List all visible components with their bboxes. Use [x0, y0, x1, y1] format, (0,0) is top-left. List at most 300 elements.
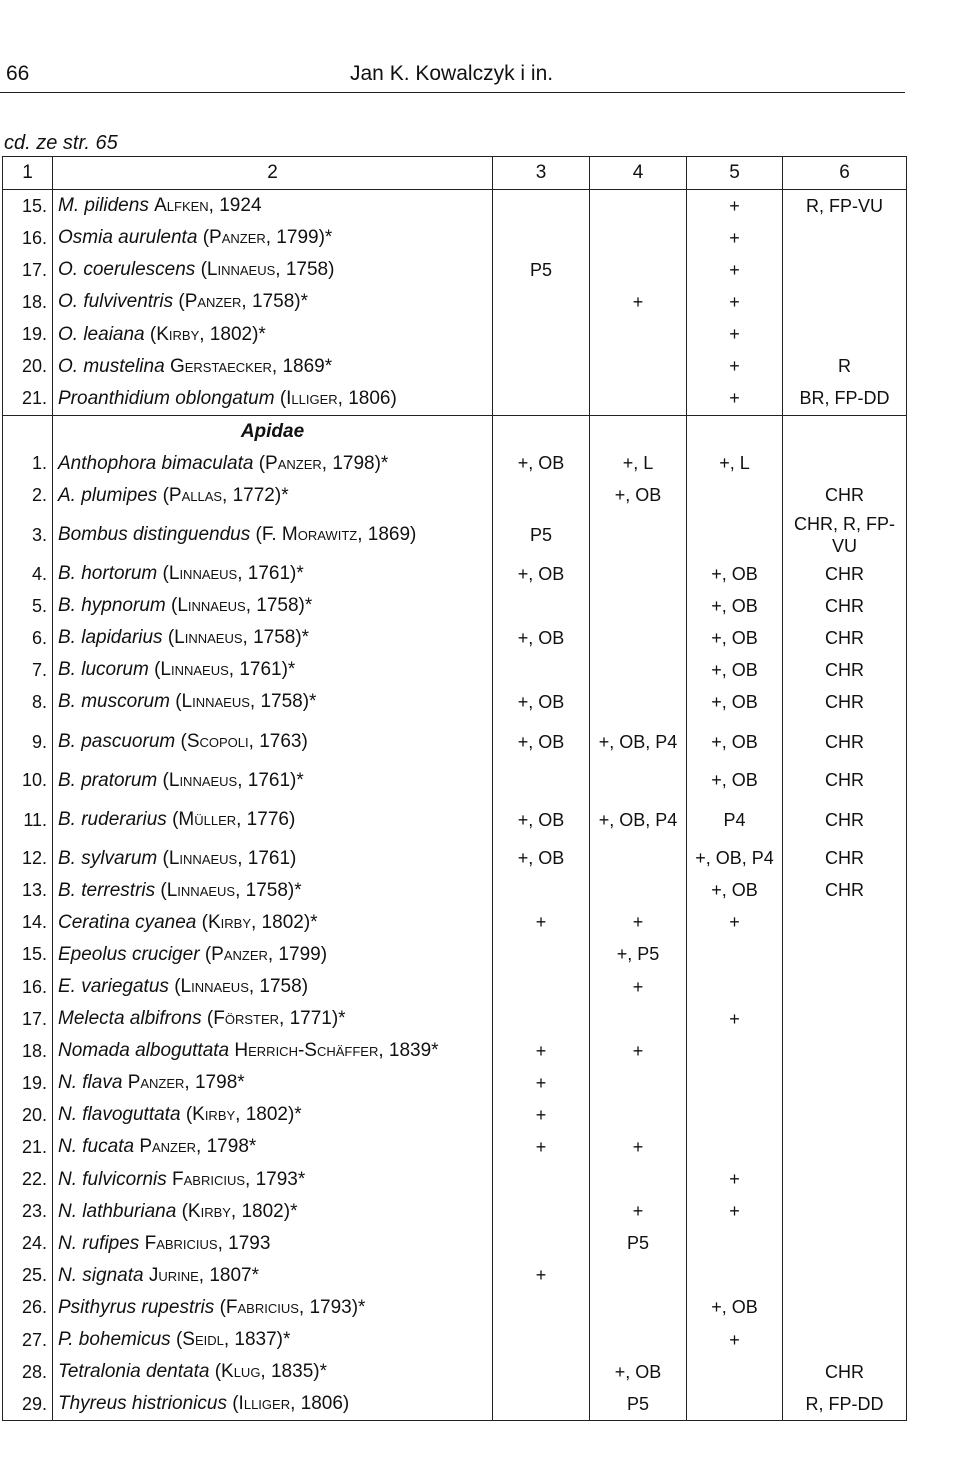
value-cell-c5 [687, 1260, 783, 1292]
value-cell-c4 [590, 875, 687, 907]
taxon-name: Psithyrus rupestris [58, 1296, 215, 1318]
value-cell-c4 [590, 351, 687, 383]
row-number: 18. [3, 286, 53, 318]
species-name-cell [53, 512, 493, 558]
species-name-cell [53, 939, 493, 971]
value-cell-c5: + [687, 383, 783, 416]
value-cell-c5: +, OB [687, 765, 783, 797]
table-row [3, 1003, 907, 1035]
row-number: 23. [3, 1196, 53, 1228]
value-cell-c5: + [687, 1164, 783, 1196]
value-cell-c3 [493, 222, 590, 254]
species-name-cell [53, 622, 493, 654]
taxon-author: (Kirby, 1802)* [149, 323, 266, 345]
value-cell-c3 [493, 351, 590, 383]
taxon-author: (Linnaeus, 1761) [162, 847, 297, 869]
taxon-name: N. fucata [58, 1136, 135, 1158]
species-name-cell [53, 1292, 493, 1324]
row-number: 16. [3, 222, 53, 254]
taxon-name: N. fulvicornis [58, 1168, 167, 1190]
taxon-author: Panzer, 1798* [139, 1136, 257, 1158]
row-number-cell [3, 415, 53, 448]
value-cell-c5: + [687, 286, 783, 318]
value-cell-c4 [590, 843, 687, 875]
empty-cell [783, 415, 907, 448]
table-row [3, 558, 907, 590]
table-row [3, 1067, 907, 1099]
value-cell-c3: +, OB [493, 686, 590, 718]
value-cell-c4 [590, 558, 687, 590]
value-cell-c3 [493, 875, 590, 907]
taxon-author: Jurine, 1807* [148, 1264, 259, 1286]
running-title: Jan K. Kowalczyk i in. [350, 62, 554, 85]
value-cell-c4: + [590, 1131, 687, 1163]
value-cell-c6: CHR [783, 622, 907, 654]
taxon-name: Ceratina cyanea [58, 911, 197, 933]
value-cell-c4: + [590, 1035, 687, 1067]
table-row [3, 1099, 907, 1131]
value-cell-c5 [687, 971, 783, 1003]
table-row [3, 590, 907, 622]
species-name-cell [53, 765, 493, 797]
value-cell-c6: CHR [783, 843, 907, 875]
value-cell-c6: CHR [783, 654, 907, 686]
species-name-cell [53, 1356, 493, 1388]
value-cell-c3 [493, 190, 590, 223]
taxon-name: B. hypnorum [58, 595, 166, 617]
value-cell-c3: +, OB [493, 448, 590, 480]
species-name-cell [53, 719, 493, 765]
value-cell-c4 [590, 1067, 687, 1099]
table-row [3, 654, 907, 686]
species-name-cell [53, 1099, 493, 1131]
value-cell-c4: +, P5 [590, 939, 687, 971]
value-cell-c6: CHR [783, 1356, 907, 1388]
taxon-name: N. lathburiana [58, 1200, 177, 1222]
value-cell-c3 [493, 318, 590, 350]
value-cell-c3: +, OB [493, 797, 590, 843]
species-name-cell [53, 1067, 493, 1099]
value-cell-c6: CHR [783, 686, 907, 718]
value-cell-c5: + [687, 1324, 783, 1356]
taxon-name: B. ruderarius [58, 808, 167, 830]
value-cell-c4: +, L [590, 448, 687, 480]
column-number: 4 [590, 157, 687, 190]
table-row [3, 1388, 907, 1421]
taxon-name: B. muscorum [58, 691, 170, 713]
species-name-cell [53, 907, 493, 939]
taxon-author: (Linnaeus, 1758)* [171, 595, 313, 617]
species-name-cell [53, 1388, 493, 1421]
value-cell-c6 [783, 1003, 907, 1035]
taxon-name: Proanthidium oblongatum [58, 387, 275, 409]
table-row [3, 448, 907, 480]
value-cell-c3 [493, 1292, 590, 1324]
table-row [3, 797, 907, 843]
column-number: 6 [783, 157, 907, 190]
value-cell-c3: + [493, 1260, 590, 1292]
taxon-name: B. hortorum [58, 563, 158, 585]
row-number: 21. [3, 1131, 53, 1163]
taxon-name: B. terrestris [58, 879, 156, 901]
row-number: 10. [3, 765, 53, 797]
taxon-author: (Illiger, 1806) [232, 1393, 350, 1415]
taxon-author: Fabricius, 1793* [172, 1168, 306, 1190]
table-row [3, 1228, 907, 1260]
taxon-name: O. fulviventris [58, 291, 174, 313]
taxon-author: (Panzer, 1798)* [258, 452, 389, 474]
taxon-author: (Linnaeus, 1758) [174, 976, 309, 998]
species-name-cell [53, 875, 493, 907]
row-number: 25. [3, 1260, 53, 1292]
taxon-author: Panzer, 1798* [127, 1072, 245, 1094]
table-row [3, 1260, 907, 1292]
taxon-name: O. mustelina [58, 355, 165, 377]
value-cell-c4 [590, 765, 687, 797]
species-name-cell [53, 1260, 493, 1292]
table-row [3, 686, 907, 718]
taxon-name: N. signata [58, 1264, 144, 1286]
species-name-cell [53, 971, 493, 1003]
value-cell-c4 [590, 1099, 687, 1131]
table-row [3, 1324, 907, 1356]
value-cell-c3: +, OB [493, 558, 590, 590]
taxon-name: N. rufipes [58, 1232, 140, 1254]
taxon-author: Fabricius, 1793 [144, 1232, 271, 1254]
value-cell-c6 [783, 286, 907, 318]
value-cell-c3: + [493, 1099, 590, 1131]
value-cell-c3: +, OB [493, 622, 590, 654]
value-cell-c6: CHR [783, 765, 907, 797]
value-cell-c5: + [687, 1196, 783, 1228]
value-cell-c3 [493, 1003, 590, 1035]
species-name-cell [53, 448, 493, 480]
value-cell-c3: +, OB [493, 719, 590, 765]
value-cell-c6 [783, 971, 907, 1003]
value-cell-c5 [687, 1099, 783, 1131]
value-cell-c5: +, OB [687, 686, 783, 718]
row-number: 12. [3, 843, 53, 875]
taxon-name: N. flava [58, 1072, 123, 1094]
taxon-author: (Klug, 1835)* [214, 1361, 327, 1383]
value-cell-c6 [783, 254, 907, 286]
row-number: 1. [3, 448, 53, 480]
row-number: 29. [3, 1388, 53, 1421]
value-cell-c6: BR, FP-DD [783, 383, 907, 416]
value-cell-c4 [590, 1003, 687, 1035]
taxon-name: B. pascuorum [58, 730, 176, 752]
table-row [3, 190, 907, 223]
column-number-row [3, 157, 907, 190]
row-number: 9. [3, 719, 53, 765]
group-header-row [3, 415, 907, 448]
value-cell-c6: R, FP-DD [783, 1388, 907, 1421]
value-cell-c3: P5 [493, 512, 590, 558]
value-cell-c5 [687, 939, 783, 971]
table-row [3, 351, 907, 383]
species-name-cell [53, 1003, 493, 1035]
row-number: 8. [3, 686, 53, 718]
continuation-note: cd. ze str. 65 [4, 132, 118, 154]
value-cell-c4 [590, 1324, 687, 1356]
value-cell-c3 [493, 1228, 590, 1260]
column-number: 5 [687, 157, 783, 190]
row-number: 13. [3, 875, 53, 907]
row-number: 20. [3, 351, 53, 383]
value-cell-c3 [493, 654, 590, 686]
row-number: 19. [3, 318, 53, 350]
value-cell-c6 [783, 448, 907, 480]
value-cell-c5: +, OB [687, 1292, 783, 1324]
value-cell-c5: + [687, 1003, 783, 1035]
value-cell-c4 [590, 622, 687, 654]
value-cell-c4 [590, 254, 687, 286]
taxon-name: B. lapidarius [58, 627, 163, 649]
table-row [3, 1196, 907, 1228]
table-row [3, 1356, 907, 1388]
value-cell-c5: P4 [687, 797, 783, 843]
value-cell-c5 [687, 1388, 783, 1421]
species-name-cell [53, 383, 493, 416]
species-name-cell [53, 1228, 493, 1260]
empty-cell [590, 415, 687, 448]
value-cell-c4 [590, 190, 687, 223]
taxon-author: (Kirby, 1802)* [185, 1104, 302, 1126]
table-row [3, 939, 907, 971]
table-row [3, 1164, 907, 1196]
value-cell-c4 [590, 318, 687, 350]
value-cell-c5: + [687, 222, 783, 254]
row-number: 17. [3, 1003, 53, 1035]
value-cell-c4: + [590, 1196, 687, 1228]
value-cell-c6: CHR [783, 875, 907, 907]
row-number: 6. [3, 622, 53, 654]
value-cell-c6 [783, 1099, 907, 1131]
page-number: 66 [6, 62, 30, 85]
taxon-author: (Panzer, 1799) [204, 943, 328, 965]
taxon-author: (Seidl, 1837)* [175, 1329, 291, 1351]
taxon-name: B. sylvarum [58, 847, 158, 869]
row-number: 17. [3, 254, 53, 286]
species-name-cell [53, 686, 493, 718]
table-row [3, 843, 907, 875]
value-cell-c4: + [590, 907, 687, 939]
taxon-author: Alfken, 1924 [154, 195, 262, 217]
value-cell-c6 [783, 318, 907, 350]
taxon-author: Gerstaecker, 1869* [169, 355, 333, 377]
row-number: 21. [3, 383, 53, 416]
row-number: 15. [3, 939, 53, 971]
value-cell-c3: + [493, 1035, 590, 1067]
value-cell-c5 [687, 1131, 783, 1163]
taxon-name: Anthophora bimaculata [58, 452, 254, 474]
species-name-cell [53, 1035, 493, 1067]
value-cell-c4: + [590, 286, 687, 318]
species-name-cell [53, 590, 493, 622]
value-cell-c5 [687, 512, 783, 558]
value-cell-c4 [590, 1292, 687, 1324]
taxon-author: (Linnaeus, 1758)* [167, 627, 310, 649]
value-cell-c5: + [687, 254, 783, 286]
taxon-name: B. lucorum [58, 659, 149, 681]
value-cell-c5: + [687, 190, 783, 223]
row-number: 5. [3, 590, 53, 622]
taxon-author: (F. Morawitz, 1869) [255, 524, 417, 546]
table-row [3, 971, 907, 1003]
taxon-author: (Linnaeus, 1761)* [162, 769, 304, 791]
taxon-author: Herrich-Schäffer, 1839* [234, 1040, 439, 1062]
value-cell-c6 [783, 907, 907, 939]
value-cell-c3 [493, 1356, 590, 1388]
value-cell-c6 [783, 1228, 907, 1260]
value-cell-c4 [590, 654, 687, 686]
species-name-cell [53, 843, 493, 875]
table-row [3, 719, 907, 765]
species-name-cell [53, 654, 493, 686]
value-cell-c5 [687, 480, 783, 512]
page-header [0, 0, 960, 100]
value-cell-c4 [590, 512, 687, 558]
table-row [3, 1035, 907, 1067]
taxon-author: (Illiger, 1806) [279, 387, 397, 409]
value-cell-c4 [590, 222, 687, 254]
value-cell-c3: +, OB [493, 843, 590, 875]
taxon-author: (Linnaeus, 1761)* [162, 563, 304, 585]
row-number: 18. [3, 1035, 53, 1067]
value-cell-c6: CHR [783, 558, 907, 590]
value-cell-c6 [783, 1164, 907, 1196]
taxon-name: N. flavoguttata [58, 1104, 181, 1126]
empty-cell [493, 415, 590, 448]
taxon-author: (Linnaeus, 1761)* [154, 659, 296, 681]
value-cell-c5: +, OB [687, 622, 783, 654]
value-cell-c3 [493, 286, 590, 318]
value-cell-c4 [590, 686, 687, 718]
value-cell-c5 [687, 1228, 783, 1260]
table-row [3, 480, 907, 512]
taxon-name: O. coerulescens [58, 259, 196, 281]
taxon-author: (Panzer, 1799)* [202, 227, 333, 249]
taxon-author: (Linnaeus, 1758)* [175, 691, 317, 713]
taxon-author: (Förster, 1771)* [206, 1008, 346, 1030]
value-cell-c3: P5 [493, 254, 590, 286]
value-cell-c4 [590, 590, 687, 622]
value-cell-c6 [783, 939, 907, 971]
species-name-cell [53, 558, 493, 590]
row-number: 7. [3, 654, 53, 686]
value-cell-c5: + [687, 351, 783, 383]
row-number: 16. [3, 971, 53, 1003]
value-cell-c4 [590, 383, 687, 416]
taxon-name: Thyreus histrionicus [58, 1393, 227, 1415]
taxon-author: (Pallas, 1772)* [162, 484, 289, 506]
row-number: 19. [3, 1067, 53, 1099]
species-name-cell [53, 1196, 493, 1228]
value-cell-c6: CHR [783, 590, 907, 622]
table-row [3, 622, 907, 654]
species-name-cell [53, 286, 493, 318]
taxon-name: O. leaiana [58, 323, 145, 345]
row-number: 28. [3, 1356, 53, 1388]
value-cell-c3 [493, 765, 590, 797]
row-number: 3. [3, 512, 53, 558]
value-cell-c6: CHR [783, 797, 907, 843]
value-cell-c3 [493, 1196, 590, 1228]
table-row [3, 254, 907, 286]
taxon-name: M. pilidens [58, 195, 149, 217]
species-name-cell [53, 1164, 493, 1196]
value-cell-c4: P5 [590, 1228, 687, 1260]
taxon-author: (Müller, 1776) [172, 808, 296, 830]
value-cell-c5: +, OB [687, 590, 783, 622]
value-cell-c4: P5 [590, 1388, 687, 1421]
taxon-name: Melecta albifrons [58, 1008, 202, 1030]
taxon-name: P. bohemicus [58, 1329, 171, 1351]
value-cell-c5 [687, 1067, 783, 1099]
value-cell-c6 [783, 1292, 907, 1324]
column-number: 3 [493, 157, 590, 190]
empty-cell [687, 415, 783, 448]
value-cell-c5: +, OB, P4 [687, 843, 783, 875]
species-name-cell [53, 190, 493, 223]
table-row [3, 875, 907, 907]
table-row [3, 318, 907, 350]
table-row [3, 512, 907, 558]
species-name-cell [53, 480, 493, 512]
value-cell-c3 [493, 1324, 590, 1356]
column-number: 2 [53, 157, 493, 190]
value-cell-c5: +, OB [687, 875, 783, 907]
value-cell-c4: + [590, 971, 687, 1003]
table-row [3, 222, 907, 254]
value-cell-c6 [783, 1196, 907, 1228]
taxon-author: (Kirby, 1802)* [201, 911, 318, 933]
header-rule [0, 92, 905, 93]
family-heading: Apidae [53, 415, 493, 448]
value-cell-c4: +, OB [590, 1356, 687, 1388]
taxon-author: (Fabricius, 1793)* [219, 1296, 366, 1318]
value-cell-c3 [493, 383, 590, 416]
table-row [3, 1292, 907, 1324]
table-row [3, 765, 907, 797]
taxon-author: (Linnaeus, 1758)* [160, 879, 302, 901]
species-name-cell [53, 254, 493, 286]
species-table [2, 156, 906, 1421]
value-cell-c6: CHR [783, 719, 907, 765]
row-number: 26. [3, 1292, 53, 1324]
taxon-name: E. variegatus [58, 976, 169, 998]
taxon-name: Bombus distinguendus [58, 524, 251, 546]
taxon-name: Epeolus cruciger [58, 943, 200, 965]
value-cell-c3: + [493, 1131, 590, 1163]
table-row [3, 907, 907, 939]
column-number: 1 [3, 157, 53, 190]
value-cell-c3: + [493, 907, 590, 939]
value-cell-c5 [687, 1035, 783, 1067]
value-cell-c5: +, L [687, 448, 783, 480]
species-name-cell [53, 318, 493, 350]
value-cell-c6 [783, 1067, 907, 1099]
value-cell-c6: CHR [783, 480, 907, 512]
value-cell-c5: + [687, 318, 783, 350]
taxon-author: (Kirby, 1802)* [181, 1200, 298, 1222]
table-row [3, 383, 907, 416]
value-cell-c3: + [493, 1067, 590, 1099]
value-cell-c6 [783, 1260, 907, 1292]
row-number: 22. [3, 1164, 53, 1196]
taxon-name: Nomada alboguttata [58, 1040, 230, 1062]
value-cell-c5: +, OB [687, 719, 783, 765]
